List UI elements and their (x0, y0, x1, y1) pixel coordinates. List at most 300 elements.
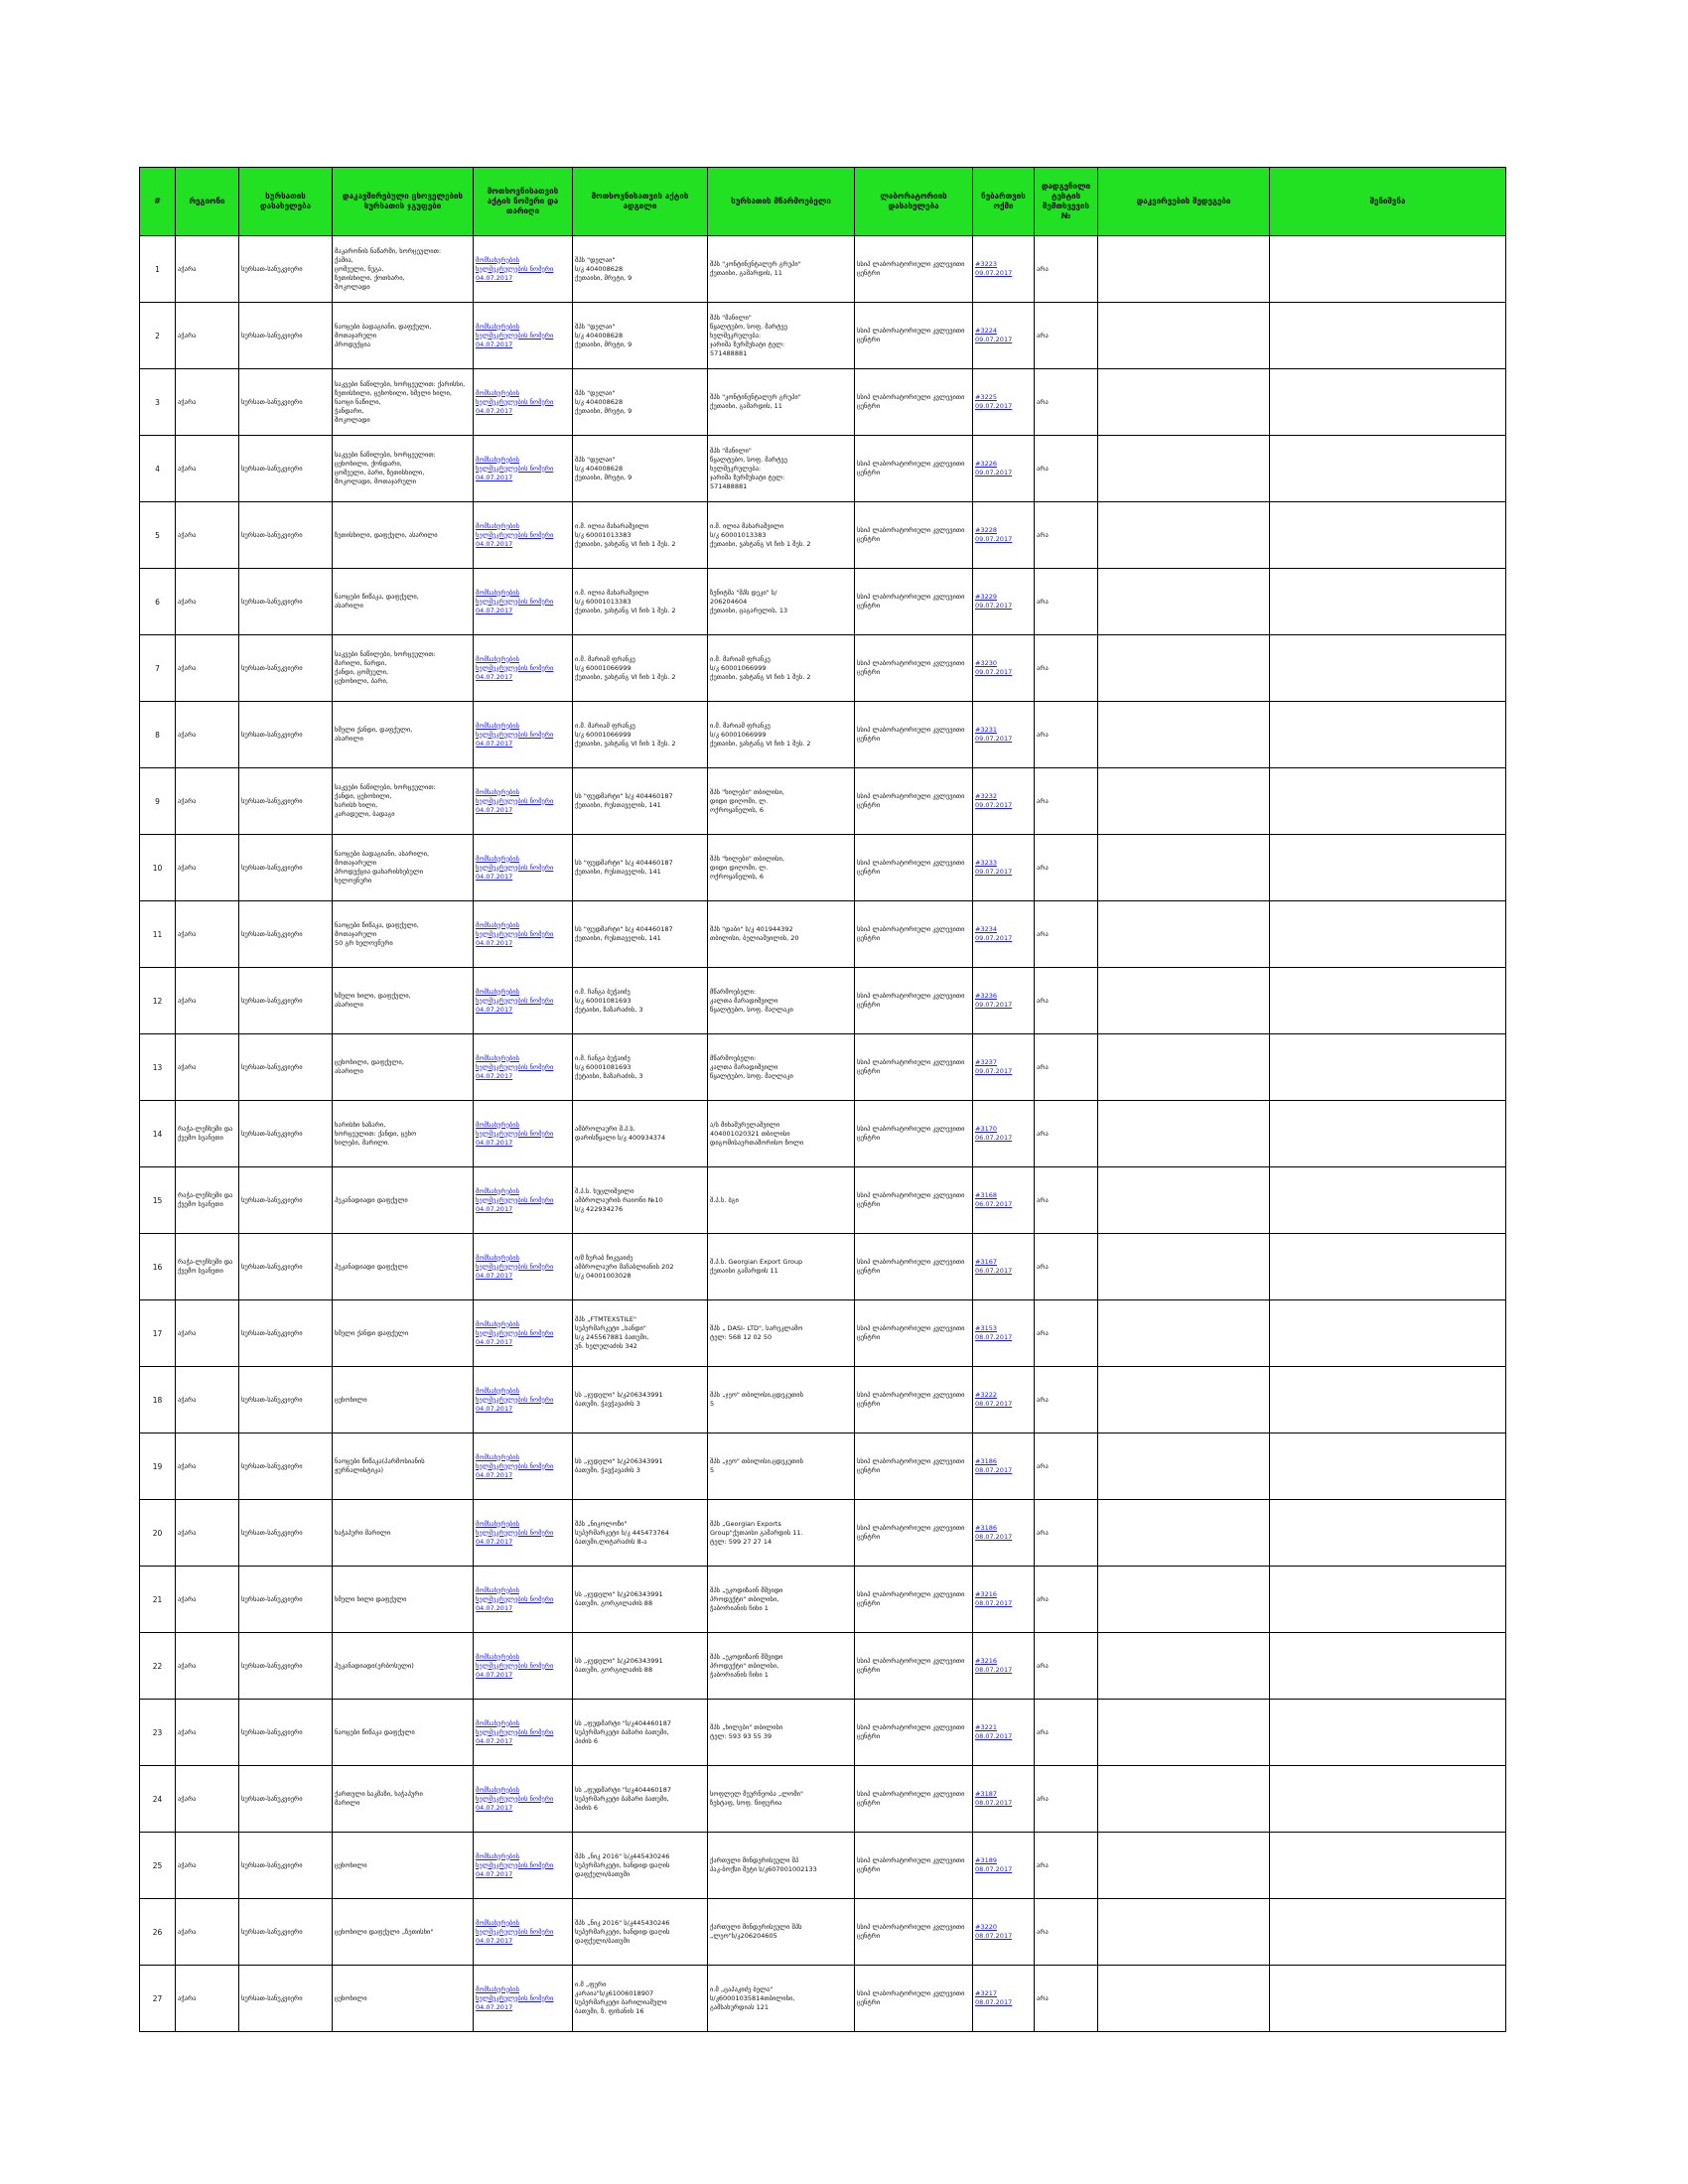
producer-cell: ქართული მინდერისეული შპს „ლეო"ს/კ206204605 (708, 1899, 855, 1966)
table-row (140, 1633, 1506, 1700)
place-cell: ი.მ. ჩანგა ბუჭაიძე ს/კ 60001081693 ქუტაისი, ზაზარაძის, 3 (573, 968, 708, 1034)
permit-date-link[interactable]: 09.07.2017 (975, 336, 1013, 343)
permit-cell (973, 1101, 1035, 1167)
food-type-cell: სურსათ-სანუკვიერი (239, 1567, 333, 1633)
act-date-link[interactable]: 04.07.2017 (476, 1337, 513, 1346)
products-cell: ხმელი ხილი, დაფქული, ასარილი (333, 968, 474, 1034)
observation-cell (1098, 1034, 1270, 1101)
permit-date-link[interactable]: 08.07.2017 (975, 1599, 1013, 1607)
act-date-link[interactable]: 04.07.2017 (476, 340, 513, 348)
observation-cell (1098, 1633, 1270, 1700)
act-link[interactable]: მომსახურების ხელშეკრულების ნომერი (476, 1053, 554, 1071)
permit-date-link[interactable]: 09.07.2017 (975, 1001, 1013, 1009)
lab-cell: სსიპ ლაბორატორიული კვლევითი ცენტრი (855, 1167, 973, 1234)
act-cell (474, 1234, 573, 1300)
permit-cell (973, 768, 1035, 835)
act-link[interactable]: მომსახურების ხელშეკრულების ნომერი (476, 588, 554, 606)
permit-cell (973, 236, 1035, 303)
act-link[interactable]: მომსახურების ხელშეკრულების ნომერი (476, 920, 554, 938)
note-cell (1270, 1966, 1506, 2032)
act-date-link[interactable]: 04.07.2017 (476, 1603, 513, 1612)
place-cell: სს "ფუდმარტი" ს/კ 404460187 ქუთაისი, რუსთაველის, 141 (573, 768, 708, 835)
lab-cell: სსიპ ლაბორატორიული კვლევითი ცენტრი (855, 635, 973, 702)
table-row (140, 236, 1506, 303)
note-cell (1270, 436, 1506, 502)
products-cell: ჰუკანადიადი დაფქული (333, 1167, 474, 1234)
observation-cell (1098, 436, 1270, 502)
act-link[interactable]: მომსახურების ხელშეკრულების ნომერი (476, 322, 554, 340)
act-cell (474, 1300, 573, 1367)
products-cell: საკვები ნაწილები, ხორცეულით: მარილი, ნარდი, ქანდი, ცომეული, ცეხოხილი, ბარი, (333, 635, 474, 702)
food-type-cell: სურსათ-სანუკვიერი (239, 1101, 333, 1167)
place-cell: ი.მ „ფერი კარაია"ს/კ61006018907 სუპერმარკეტი ბარილიამული ბათუმი, ზ. ფიხანის 16 (573, 1966, 708, 2032)
permit-cell (973, 1167, 1035, 1234)
region-cell: აჭარა (176, 1633, 239, 1700)
lab-cell: სსიპ ლაბორატორიული კვლევითი ცენტრი (855, 1633, 973, 1700)
products-cell: ჰუკანადიადი(ერბოსული) (333, 1633, 474, 1700)
producer-cell: სოფლელ მეურნეობა „ლომი" ზესტაფ, სოფ. წიფურია (708, 1766, 855, 1833)
permit-link[interactable]: #3233 (975, 859, 997, 867)
food-type-cell: სურსათ-სანუკვიერი (239, 1367, 333, 1433)
header-cell: დაკავშირებული ცხოველების სურსათის ჯგუფები (333, 168, 474, 236)
act-link[interactable]: მომსახურების ხელშეკრულების ნომერი (476, 987, 554, 1005)
products-cell: ცეხოხილი დაფქული „ზეთისხი" (333, 1899, 474, 1966)
permit-link[interactable]: #3186 (975, 1524, 997, 1532)
permit-cell (973, 1766, 1035, 1833)
observation-cell (1098, 1101, 1270, 1167)
permit-date-link[interactable]: 09.07.2017 (975, 269, 1013, 277)
table-row (140, 303, 1506, 369)
note-cell (1270, 901, 1506, 968)
permit-cell (973, 1433, 1035, 1500)
products-cell: ნაოცები წიწაკა, დაფქული, ასარილი (333, 569, 474, 635)
permit-link[interactable]: #3216 (975, 1590, 997, 1598)
region-cell: აჭარა (176, 1367, 239, 1433)
act-link[interactable]: მომსახურების ხელშეკრულების ნომერი (476, 521, 554, 539)
food-type-cell: სურსათ-სანუკვიერი (239, 702, 333, 768)
result-cell: არა (1035, 1034, 1098, 1101)
act-link[interactable]: მომსახურების ხელშეკრულების ნომერი (476, 455, 554, 473)
permit-date-link[interactable]: 08.07.2017 (975, 1799, 1013, 1807)
permit-link[interactable]: #3189 (975, 1856, 997, 1864)
observation-cell (1098, 1367, 1270, 1433)
place-cell: შპს "დელაი" ს/კ 404008628 ქუთაისი, მრეტი, 9 (573, 236, 708, 303)
table-row (140, 1567, 1506, 1633)
lab-cell: სსიპ ლაბორატორიული კვლევითი ცენტრი (855, 436, 973, 502)
permit-cell (973, 835, 1035, 901)
result-cell: არა (1035, 1899, 1098, 1966)
act-link[interactable]: მომსახურების ხელშეკრულების ნომერი (476, 1585, 554, 1603)
permit-date-link[interactable]: 09.07.2017 (975, 868, 1013, 876)
producer-cell: ი.მ „ცაპაკიძე ბელა" ს/კ60001035814თბილისი, გამსახურდიას 121 (708, 1966, 855, 2032)
products-cell: ნაოცები ბადაგიანი, დაფქული, მოთაჯარული პროდუქცია (333, 303, 474, 369)
act-date-link[interactable]: 04.07.2017 (476, 1204, 513, 1213)
table-row (140, 1766, 1506, 1833)
food-type-cell: სურსათ-სანუკვიერი (239, 1034, 333, 1101)
place-cell: შპს „ნიკოლოზი" სუპერმარკეტი ს/კ 445473764 ბათუმი,ლიტარაძის 8-ა (573, 1500, 708, 1567)
producer-cell: შ.პ.ს. Georgian Export Group ქუთაისი გამარდის 11 (708, 1234, 855, 1300)
permit-date-link[interactable]: 08.07.2017 (975, 1932, 1013, 1940)
place-cell: შპს "დელაი" ს/კ 404008628 ქუთაისი, მრეტი, 9 (573, 436, 708, 502)
permit-date-link[interactable]: 09.07.2017 (975, 801, 1013, 809)
permit-cell (973, 502, 1035, 569)
permit-link[interactable]: #3228 (975, 526, 997, 534)
permit-cell (973, 1966, 1035, 2032)
producer-cell: შპს "ხილები" თბილისი, დიდი დიღომი, ლ. ოქროყანელის, 6 (708, 768, 855, 835)
food-type-cell: სურსათ-სანუკვიერი (239, 1234, 333, 1300)
act-link[interactable]: მომსახურების ხელშეკრულების ნომერი (476, 1386, 554, 1404)
lab-cell: სსიპ ლაბორატორიული კვლევითი ცენტრი (855, 1899, 973, 1966)
region-cell: აჭარა (176, 1833, 239, 1899)
act-link[interactable]: მომსახურების ხელშეკრულების ნომერი (476, 1652, 554, 1670)
lab-cell: სსიპ ლაბორატორიული კვლევითი ცენტრი (855, 369, 973, 436)
permit-date-link[interactable]: 08.07.2017 (975, 1998, 1013, 2006)
permit-date-link[interactable]: 08.07.2017 (975, 1865, 1013, 1873)
act-link[interactable]: მომსახურების ხელშეკრულების ნომერი (476, 1785, 554, 1803)
permit-link[interactable]: #3224 (975, 327, 997, 335)
note-cell (1270, 1367, 1506, 1433)
note-cell (1270, 1567, 1506, 1633)
products-cell: ხმელი ხილი დაფქული (333, 1567, 474, 1633)
permit-date-link[interactable]: 06.07.2017 (975, 1200, 1013, 1208)
act-cell (474, 1766, 573, 1833)
food-type-cell: სურსათ-სანუკვიერი (239, 968, 333, 1034)
producer-cell: ზენიტმა "შპს დეკი" ს/ 206204604 ქუთაისი, ცაგარელის, 13 (708, 569, 855, 635)
row-number: 19 (140, 1433, 176, 1500)
permit-cell (973, 303, 1035, 369)
region-cell: აჭარა (176, 901, 239, 968)
lab-cell: სსიპ ლაბორატორიული კვლევითი ცენტრი (855, 1034, 973, 1101)
act-link[interactable]: მომსახურების ხელშეკრულების ნომერი (476, 388, 554, 406)
result-cell: არა (1035, 436, 1098, 502)
producer-cell: ი.მ. ილია მახარაშვილი ს/კ 60001013383 ქუთაისი, ვახტანგ VI ჩიხ 1 შეს. 2 (708, 502, 855, 569)
act-link[interactable]: მომსახურების ხელშეკრულების ნომერი (476, 1718, 554, 1736)
row-number: 8 (140, 702, 176, 768)
food-type-cell: სურსათ-სანუკვიერი (239, 1167, 333, 1234)
place-cell: შპს "დელაი" ს/კ 404008628 ქუთაისი, მრეტი, 9 (573, 369, 708, 436)
act-cell (474, 968, 573, 1034)
food-type-cell: სურსათ-სანუკვიერი (239, 1300, 333, 1367)
lab-cell: სსიპ ლაბორატორიული კვლევითი ცენტრი (855, 1367, 973, 1433)
act-link[interactable]: მომსახურების ხელშეკრულების ნომერი (476, 1519, 554, 1537)
place-cell: სს "ფუდმარტი" ს/კ 404460187 ქუთაისი, რუსთაველის, 141 (573, 835, 708, 901)
permit-cell (973, 901, 1035, 968)
row-number: 10 (140, 835, 176, 901)
permit-date-link[interactable]: 09.07.2017 (975, 668, 1013, 676)
products-cell: ჰუკანადიადი დაფქული (333, 1234, 474, 1300)
permit-link[interactable]: #3167 (975, 1258, 997, 1266)
act-cell (474, 901, 573, 968)
producer-cell: შპს "მანილი" წყალტუბო, სოფ. მარტვე ხელშეკრულება: ჯარიშა ზურმუხატი ტელ: 571488881 (708, 436, 855, 502)
permit-link[interactable]: #3153 (975, 1324, 997, 1332)
lab-cell: სსიპ ლაბორატორიული კვლევითი ცენტრი (855, 1234, 973, 1300)
producer-cell: შპს „ჯეო" თბილისი,ცდეკუთის 5 (708, 1367, 855, 1433)
place-cell: სს „ჯუდელი" ს/კ206343991 ბათუმი, გორგილაძის 88 (573, 1567, 708, 1633)
row-number: 15 (140, 1167, 176, 1234)
act-link[interactable]: მომსახურების ხელშეკრულების ნომერი (476, 1186, 554, 1204)
table-row (140, 1101, 1506, 1167)
act-date-link[interactable]: 04.07.2017 (476, 1936, 513, 1945)
producer-cell: შპს „Georgian Exports Group"ქუთაისი გამარდის 11. ტელ: 599 27 27 14 (708, 1500, 855, 1567)
producer-cell: შპს „ეკოდიზაინ მშვიდი პროდუქტი" თბილისი, ჭაბორიანის ჩიხი 1 (708, 1567, 855, 1633)
observation-cell (1098, 1167, 1270, 1234)
act-date-link[interactable]: 04.07.2017 (476, 473, 513, 481)
row-number: 7 (140, 635, 176, 702)
header-cell: მოთხოვნისათვის აქტის ნომერი და თარიღი (474, 168, 573, 236)
observation-cell (1098, 1500, 1270, 1567)
table-row (140, 1700, 1506, 1766)
act-cell (474, 635, 573, 702)
result-cell: არა (1035, 1300, 1098, 1367)
permit-date-link[interactable]: 09.07.2017 (975, 934, 1013, 942)
permit-date-link[interactable]: 09.07.2017 (975, 535, 1013, 543)
food-type-cell: სურსათ-სანუკვიერი (239, 1833, 333, 1899)
region-cell: აჭარა (176, 369, 239, 436)
permit-link[interactable]: #3232 (975, 792, 997, 800)
producer-cell: შპს „ჯეო" თბილისი,ცდეკუთის 5 (708, 1433, 855, 1500)
permit-link[interactable]: #3234 (975, 925, 997, 933)
permit-link[interactable]: #3216 (975, 1657, 997, 1665)
act-date-link[interactable]: 04.07.2017 (476, 1869, 513, 1878)
act-date-link[interactable]: 04.07.2017 (476, 1470, 513, 1479)
place-cell: სს „ჯუდელი" ს/კ206343991 ბათუმი, ჭავჭავაძის 3 (573, 1367, 708, 1433)
act-date-link[interactable]: 04.07.2017 (476, 1736, 513, 1745)
region-cell: აჭარა (176, 236, 239, 303)
region-cell: რაჭა-ლეჩხუმი და ქვემო სვანეთი (176, 1101, 239, 1167)
act-cell (474, 1833, 573, 1899)
permit-link[interactable]: #3170 (975, 1125, 997, 1133)
food-type-cell: სურსათ-სანუკვიერი (239, 1633, 333, 1700)
act-cell (474, 835, 573, 901)
table-row (140, 502, 1506, 569)
permit-date-link[interactable]: 08.07.2017 (975, 1466, 1013, 1474)
act-date-link[interactable]: 04.07.2017 (476, 1670, 513, 1679)
place-cell: შ.პ.ს. ხუცლიშვილი ამბროლაურის რაიონი №10 ს/კ 422934276 (573, 1167, 708, 1234)
act-date-link[interactable]: 04.07.2017 (476, 1803, 513, 1812)
permit-cell (973, 1234, 1035, 1300)
row-number: 22 (140, 1633, 176, 1700)
note-cell (1270, 1899, 1506, 1966)
region-cell: რაჭა-ლეჩხუმი და ქვემო სვანეთი (176, 1167, 239, 1234)
act-cell (474, 1433, 573, 1500)
act-date-link[interactable]: 04.07.2017 (476, 805, 513, 814)
table-row (140, 569, 1506, 635)
act-link[interactable]: მომსახურების ხელშეკრულების ნომერი (476, 1253, 554, 1271)
result-cell: არა (1035, 1234, 1098, 1300)
act-date-link[interactable]: 04.07.2017 (476, 2002, 513, 2011)
food-type-cell: სურსათ-სანუკვიერი (239, 1899, 333, 1966)
act-link[interactable]: მომსახურების ხელშეკრულების ნომერი (476, 1918, 554, 1936)
permit-link[interactable]: #3225 (975, 393, 997, 401)
act-cell (474, 1966, 573, 2032)
place-cell: შპს „ნიკ 2016" ს/კ445430246 სუპერმარკეტი, ხანდიდ დაღის დაფქული/ბათუმი (573, 1833, 708, 1899)
row-number: 5 (140, 502, 176, 569)
result-cell: არა (1035, 1966, 1098, 2032)
permit-link[interactable]: #3222 (975, 1391, 997, 1399)
food-type-cell: სურსათ-სანუკვიერი (239, 1500, 333, 1567)
permit-date-link[interactable]: 09.07.2017 (975, 735, 1013, 743)
act-cell (474, 1500, 573, 1567)
permit-link[interactable]: #3223 (975, 260, 997, 268)
act-date-link[interactable]: 04.07.2017 (476, 872, 513, 881)
observation-cell (1098, 1833, 1270, 1899)
permit-cell (973, 635, 1035, 702)
products-cell: ნაოცები წიწაკა(პარმოსიანის ჟურნალისტიკა) (333, 1433, 474, 1500)
note-cell (1270, 569, 1506, 635)
permit-link[interactable]: #3230 (975, 659, 997, 667)
food-type-cell: სურსათ-სანუკვიერი (239, 303, 333, 369)
note-cell (1270, 702, 1506, 768)
permit-date-link[interactable]: 09.07.2017 (975, 402, 1013, 410)
food-type-cell: სურსათ-სანუკვიერი (239, 901, 333, 968)
result-cell: არა (1035, 768, 1098, 835)
act-cell (474, 1700, 573, 1766)
permit-link[interactable]: #3226 (975, 460, 997, 468)
region-cell: აჭარა (176, 1500, 239, 1567)
row-number: 23 (140, 1700, 176, 1766)
permit-date-link[interactable]: 08.07.2017 (975, 1732, 1013, 1740)
act-link[interactable]: მომსახურების ხელშეკრულების ნომერი (476, 1120, 554, 1138)
food-type-cell: სურსათ-სანუკვიერი (239, 768, 333, 835)
header-cell: რეგიონი (176, 168, 239, 236)
result-cell: არა (1035, 303, 1098, 369)
permit-link[interactable]: #3220 (975, 1923, 997, 1931)
place-cell: ი.მ. ილია მახარაშვილი ს/კ 60001013383 ქუთაისი, ვახტანგ VI ჩიხ 1 შეს. 2 (573, 569, 708, 635)
act-link[interactable]: მომსახურების ხელშეკრულების ნომერი (476, 1452, 554, 1470)
table-row (140, 1433, 1506, 1500)
act-link[interactable]: მომსახურების ხელშეკრულების ნომერი (476, 787, 554, 805)
permit-date-link[interactable]: 09.07.2017 (975, 1067, 1013, 1075)
result-cell: არა (1035, 968, 1098, 1034)
note-cell (1270, 1633, 1506, 1700)
act-date-link[interactable]: 04.07.2017 (476, 672, 513, 681)
permit-link[interactable]: #3221 (975, 1723, 997, 1731)
permit-cell (973, 1833, 1035, 1899)
act-date-link[interactable]: 04.07.2017 (476, 1537, 513, 1546)
result-cell: არა (1035, 1367, 1098, 1433)
row-number: 1 (140, 236, 176, 303)
observation-cell (1098, 1966, 1270, 2032)
table-row (140, 835, 1506, 901)
act-date-link[interactable]: 04.07.2017 (476, 1005, 513, 1014)
permit-link[interactable]: #3186 (975, 1457, 997, 1465)
act-date-link[interactable]: 04.07.2017 (476, 1138, 513, 1147)
table-row (140, 635, 1506, 702)
permit-date-link[interactable]: 08.07.2017 (975, 1333, 1013, 1341)
observation-cell (1098, 569, 1270, 635)
permit-cell (973, 1367, 1035, 1433)
place-cell: ამბროლაური შ.პ.ს. დარისწყალი ს/კ 400934374 (573, 1101, 708, 1167)
region-cell: აჭარა (176, 768, 239, 835)
act-link[interactable]: მომსახურების ხელშეკრულების ნომერი (476, 654, 554, 672)
observation-cell (1098, 1300, 1270, 1367)
act-date-link[interactable]: 04.07.2017 (476, 1404, 513, 1413)
products-cell: საკვები ნაწილები, ხორცეულით: ქანდი, ცეხოხილი, ხარისხ ხილი, კარადული, ბადაგი (333, 768, 474, 835)
permit-date-link[interactable]: 06.07.2017 (975, 1134, 1013, 1142)
act-cell (474, 1899, 573, 1966)
observation-cell (1098, 901, 1270, 968)
act-date-link[interactable]: 04.07.2017 (476, 406, 513, 415)
row-number: 21 (140, 1567, 176, 1633)
result-cell: არა (1035, 1766, 1098, 1833)
act-link[interactable]: მომსახურების ხელშეკრულების ნომერი (476, 721, 554, 739)
act-link[interactable]: მომსახურების ხელშეკრულების ნომერი (476, 1984, 554, 2002)
result-cell: არა (1035, 1167, 1098, 1234)
producer-cell: ი.მ. მარიამ ფრანკე ს/კ 60001066999 ქუთაისი, ვახტანგ VI ჩიხ 1 შეს. 2 (708, 635, 855, 702)
region-cell: აჭარა (176, 635, 239, 702)
act-date-link[interactable]: 04.07.2017 (476, 938, 513, 947)
lab-cell: სსიპ ლაბორატორიული კვლევითი ცენტრი (855, 236, 973, 303)
act-date-link[interactable]: 04.07.2017 (476, 606, 513, 614)
products-cell: ქართული საკმაზი, ხაჭაპური მარილი (333, 1766, 474, 1833)
act-link[interactable]: მომსახურების ხელშეკრულების ნომერი (476, 255, 554, 273)
permit-link[interactable]: #3236 (975, 992, 997, 1000)
result-cell: არა (1035, 1433, 1098, 1500)
table-row (140, 968, 1506, 1034)
lab-cell: სსიპ ლაბორატორიული კვლევითი ცენტრი (855, 1101, 973, 1167)
lab-cell: სსიპ ლაბორატორიული კვლევითი ცენტრი (855, 502, 973, 569)
place-cell: ი.მ. ილია მახარაშვილი ს/კ 60001013383 ქუთაისი, ვახტანგ VI ჩიხ 1 შეს. 2 (573, 502, 708, 569)
permit-link[interactable]: #3168 (975, 1191, 997, 1199)
region-cell: აჭარა (176, 1567, 239, 1633)
place-cell: შპს "დელაი" ს/კ 404008628 ქუთაისი, მრეტი, 9 (573, 303, 708, 369)
products-cell: ნაოცები წიწაკა, დაფქული, მოთაჯარული 50 გრ ხელოვნური (333, 901, 474, 968)
permit-link[interactable]: #3217 (975, 1989, 997, 1997)
products-cell: ნაოცები ბადაგიანი, ასარილი, მოთაჯარული პროდუქცია დახარისხებული ხელოვნური (333, 835, 474, 901)
note-cell (1270, 1034, 1506, 1101)
permit-date-link[interactable]: 08.07.2017 (975, 1666, 1013, 1674)
permit-link[interactable]: #3231 (975, 726, 997, 734)
table-row (140, 702, 1506, 768)
act-cell (474, 1167, 573, 1234)
act-date-link[interactable]: 04.07.2017 (476, 1271, 513, 1280)
products-cell: ხარისხი ხაზარი, ხორცეულით: ქანდი, ცეხო ხილები, მარილი. (333, 1101, 474, 1167)
act-date-link[interactable]: 04.07.2017 (476, 739, 513, 748)
table-row (140, 1899, 1506, 1966)
act-link[interactable]: მომსახურების ხელშეკრულების ნომერი (476, 854, 554, 872)
place-cell: სს „ჯუდელი" ს/კ206343991 ბათუმი, გორგილაძის 88 (573, 1633, 708, 1700)
permit-date-link[interactable]: 08.07.2017 (975, 1400, 1013, 1408)
act-date-link[interactable]: 04.07.2017 (476, 539, 513, 548)
table-row (140, 1833, 1506, 1899)
permit-link[interactable]: #3187 (975, 1790, 997, 1798)
act-date-link[interactable]: 04.07.2017 (476, 1071, 513, 1080)
permit-date-link[interactable]: 09.07.2017 (975, 602, 1013, 610)
permit-date-link[interactable]: 09.07.2017 (975, 469, 1013, 477)
region-cell: აჭარა (176, 303, 239, 369)
permit-cell (973, 1567, 1035, 1633)
place-cell: სს „ფუდმარტი "ს/კ404460187 სუპერმარკეტი ბაზარი ბათუმი, პიძის 6 (573, 1766, 708, 1833)
products-cell: მაკარონის ნაწარმი, ხორცეულით: ქაშია, ცომეული, ნუგა, ზეთისხილი, ქოთხარი, შოკოლადი (333, 236, 474, 303)
row-number: 27 (140, 1966, 176, 2032)
act-cell (474, 436, 573, 502)
region-cell: აჭარა (176, 1300, 239, 1367)
act-link[interactable]: მომსახურების ხელშეკრულების ნომერი (476, 1319, 554, 1337)
permit-link[interactable]: #3229 (975, 593, 997, 601)
permit-link[interactable]: #3237 (975, 1058, 997, 1066)
permit-cell (973, 1700, 1035, 1766)
producer-cell: მწარმოებელი: კალთა მარადიშვილი წყალტუბო, სოფ. მაღლაკი (708, 968, 855, 1034)
permit-date-link[interactable]: 06.07.2017 (975, 1267, 1013, 1275)
table-row (140, 1500, 1506, 1567)
permit-date-link[interactable]: 08.07.2017 (975, 1533, 1013, 1541)
observation-cell (1098, 635, 1270, 702)
act-link[interactable]: მომსახურების ხელშეკრულების ნომერი (476, 1851, 554, 1869)
table-row (140, 1234, 1506, 1300)
act-date-link[interactable]: 04.07.2017 (476, 273, 513, 282)
note-cell (1270, 303, 1506, 369)
act-cell (474, 502, 573, 569)
